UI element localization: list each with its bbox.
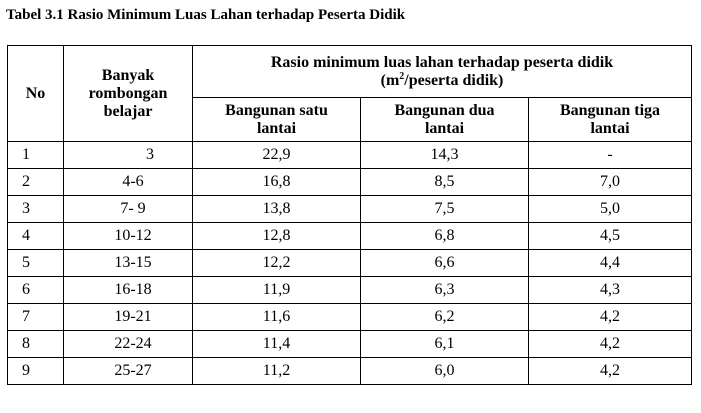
cell-dua-lantai: 6,3 [361,277,529,304]
header-rombel-line1: Banyak [101,66,155,84]
cell-tiga-lantai: 4,4 [529,250,692,277]
header-rombongan-belajar [64,46,193,142]
header-col1-line2: lantai [256,119,297,137]
header-group-line1: Rasio minimum luas lahan terhadap peserta didik [270,53,614,71]
header-satu-lantai [193,98,361,142]
cell-dua-lantai: 6,0 [361,358,529,385]
header-rombel-line2: rombongan [88,84,168,102]
cell-no: 2 [8,169,64,196]
cell-dua-lantai: 6,6 [361,250,529,277]
cell-rombel: 22-24 [64,331,193,358]
cell-tiga-lantai: 4,3 [529,277,692,304]
cell-no: 9 [8,358,64,385]
cell-satu-lantai: 11,2 [193,358,361,385]
header-col2-line2: lantai [424,119,465,137]
cell-tiga-lantai: 4,2 [529,304,692,331]
header-group-unit-post: /peserta didik) [404,71,504,89]
cell-rombel: 4-6 [64,169,193,196]
cell-no: 1 [8,142,64,169]
cell-dua-lantai: 6,2 [361,304,529,331]
cell-satu-lantai: 13,8 [193,196,361,223]
cell-satu-lantai: 12,2 [193,250,361,277]
cell-tiga-lantai: 7,0 [529,169,692,196]
table-row [8,250,692,277]
cell-dua-lantai: 6,8 [361,223,529,250]
header-dua-lantai [361,98,529,142]
table-row [8,169,692,196]
cell-dua-lantai: 8,5 [361,169,529,196]
ratio-table [7,45,692,385]
header-ratio-group [193,46,692,98]
cell-dua-lantai: 6,1 [361,331,529,358]
table-row [8,196,692,223]
header-col3-line1: Bangunan tiga [559,101,661,119]
cell-tiga-lantai: 4,2 [529,331,692,358]
table-row [8,142,692,169]
header-rombel-line3: belajar [103,102,153,120]
cell-no: 4 [8,223,64,250]
cell-satu-lantai: 16,8 [193,169,361,196]
header-group-unit-pre: (m [380,71,400,89]
cell-no: 8 [8,331,64,358]
cell-dua-lantai: 14,3 [361,142,529,169]
cell-rombel: 25-27 [64,358,193,385]
cell-tiga-lantai: 4,2 [529,358,692,385]
cell-tiga-lantai: 4,5 [529,223,692,250]
cell-tiga-lantai: - [529,142,692,169]
table-row [8,223,692,250]
cell-rombel: 19-21 [64,304,193,331]
cell-no: 7 [8,304,64,331]
table-row [8,277,692,304]
table-caption: Tabel 3.1 Rasio Minimum Luas Lahan terhadap Peserta Didik [6,7,406,23]
cell-satu-lantai: 11,6 [193,304,361,331]
cell-no: 3 [8,196,64,223]
cell-tiga-lantai: 5,0 [529,196,692,223]
table-row [8,304,692,331]
cell-dua-lantai: 7,5 [361,196,529,223]
header-col1-line1: Bangunan satu [225,101,328,119]
cell-satu-lantai: 22,9 [193,142,361,169]
table-row [8,358,692,385]
cell-satu-lantai: 11,9 [193,277,361,304]
header-group-unit-sup: 2 [399,70,405,82]
cell-rombel: 13-15 [64,250,193,277]
header-tiga-lantai [529,98,692,142]
cell-satu-lantai: 11,4 [193,331,361,358]
cell-no: 6 [8,277,64,304]
cell-no: 5 [8,250,64,277]
header-col3-line2: lantai [590,119,630,137]
table-row [8,331,692,358]
cell-rombel: 10-12 [64,223,193,250]
header-col2-line1: Bangunan dua [394,101,495,119]
cell-satu-lantai: 12,8 [193,223,361,250]
cell-rombel: 3 [64,142,193,169]
header-no: No [8,46,64,142]
cell-rombel: 16-18 [64,277,193,304]
cell-rombel: 7- 9 [64,196,193,223]
